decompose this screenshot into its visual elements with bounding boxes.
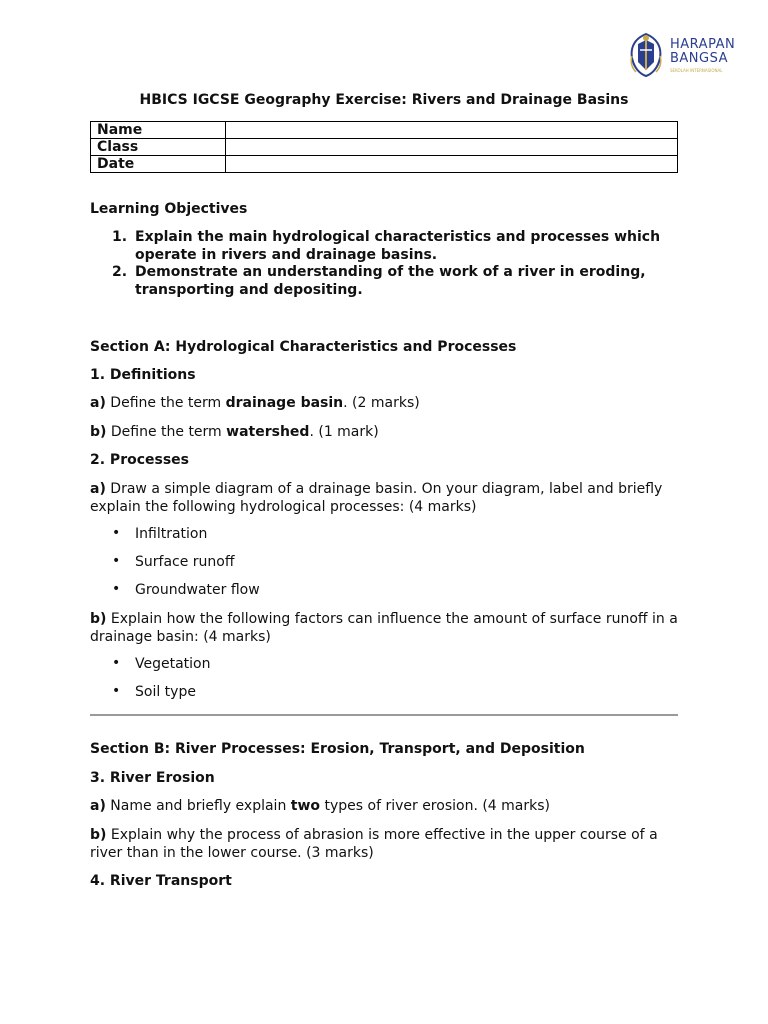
list-item-text: Vegetation (135, 656, 211, 672)
question-text: Name and briefly explain (105, 798, 291, 814)
objective-number: 2. (112, 264, 128, 280)
part-label: b) (90, 611, 107, 627)
question-text: drainage basin: (4 marks) (90, 629, 271, 645)
question-text: Explain why the process of abrasion is more effective in the upper course of a (106, 827, 658, 843)
bullet-icon: • (112, 683, 121, 699)
question-text: Define the term (105, 395, 226, 411)
question-2b (90, 610, 678, 646)
part-label: b) (90, 827, 107, 843)
question-1-heading: 1. Definitions (90, 367, 196, 383)
question-4-heading: 4. River Transport (90, 873, 232, 889)
key-term: watershed (226, 424, 310, 440)
question-3a (90, 798, 550, 814)
school-logo (626, 32, 738, 78)
part-label: b) (90, 424, 107, 440)
bullet-icon: • (112, 525, 121, 541)
page-title: HBICS IGCSE Geography Exercise: Rivers and Drainage Basins (139, 92, 629, 108)
table-row (91, 139, 678, 156)
bullet-icon: • (112, 581, 121, 597)
list-item-text: Surface runoff (135, 554, 235, 570)
objective-text-line: Explain the main hydrological characteristics and processes which (135, 229, 661, 245)
logo-text-line2: BANGSA (670, 51, 728, 66)
question-3-heading: 3. River Erosion (90, 770, 215, 786)
class-label: Class (91, 139, 226, 156)
objective-text-line: operate in rivers and drainage basins. (135, 246, 438, 263)
question-text: explain the following hydrological processes: (4 marks) (90, 499, 477, 515)
question-text: Explain how the following factors can influence the amount of surface runoff in a (106, 611, 678, 627)
name-label: Name (91, 122, 226, 139)
question-text: Define the term (106, 424, 227, 440)
question-text: Draw a simple diagram of a drainage basin. On your diagram, label and briefly (105, 481, 663, 497)
name-field[interactable] (226, 122, 678, 139)
student-info-table (90, 121, 678, 173)
objective-number: 1. (112, 229, 128, 245)
bullet-icon: • (112, 655, 121, 671)
list-item-text: Infiltration (135, 526, 208, 542)
objectives-heading: Learning Objectives (90, 201, 248, 217)
bullet-icon: • (112, 553, 121, 569)
question-2-heading: 2. Processes (90, 452, 190, 468)
question-2a (90, 480, 662, 516)
logo-text-line1: HARAPAN (670, 37, 736, 52)
question-marks: . (1 mark) (309, 424, 379, 440)
table-row (91, 156, 678, 173)
objective-text-line: Demonstrate an understanding of the work of a river in eroding, (135, 264, 646, 280)
logo-tagline: SEKOLAH INTERNASIONAL (670, 68, 723, 73)
question-3b (90, 826, 658, 862)
part-label: a) (90, 798, 106, 814)
school-crest-icon (626, 32, 666, 78)
date-field[interactable] (226, 156, 678, 173)
date-label: Date (91, 156, 226, 173)
section-divider (90, 714, 678, 716)
objective-text-line: transporting and depositing. (135, 281, 363, 298)
section-b-heading: Section B: River Processes: Erosion, Transport, and Deposition (90, 741, 585, 757)
class-field[interactable] (226, 139, 678, 156)
question-1a (90, 395, 420, 411)
key-term: drainage basin (225, 395, 344, 411)
list-item-text: Groundwater flow (135, 582, 260, 598)
key-term: two (290, 798, 321, 814)
table-row (91, 122, 678, 139)
section-a-heading: Section A: Hydrological Characteristics and Processes (90, 339, 517, 355)
part-label: a) (90, 395, 106, 411)
part-label: a) (90, 481, 106, 497)
question-marks: types of river erosion. (4 marks) (320, 798, 550, 814)
question-text: river than in the lower course. (3 marks) (90, 845, 374, 861)
list-item-text: Soil type (135, 684, 196, 700)
question-1b (90, 424, 379, 440)
question-marks: . (2 marks) (343, 395, 420, 411)
